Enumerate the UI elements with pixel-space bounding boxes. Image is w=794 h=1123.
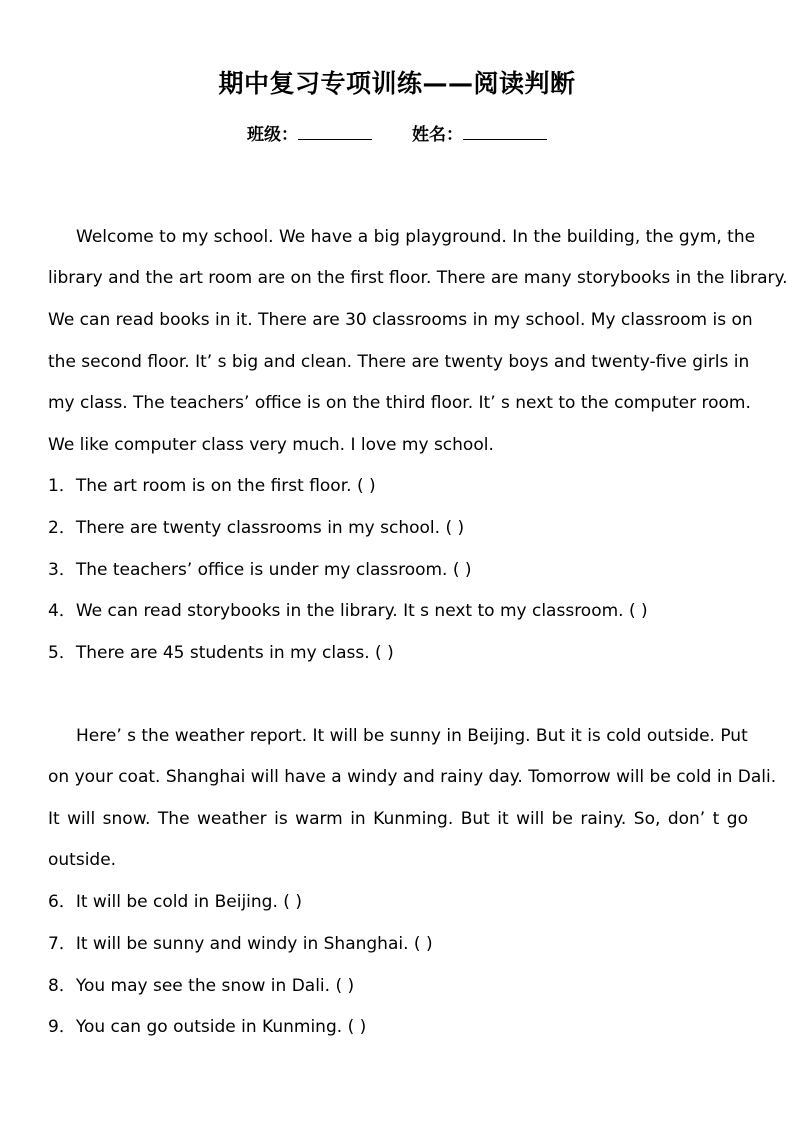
passage1-line: We can read books in it. There are 30 classrooms in my school. My classroom is on bbox=[48, 310, 753, 330]
answer-blank[interactable]: ( ) bbox=[347, 1017, 367, 1037]
question-text: We can read storybooks in the library. It s next to my classroom. bbox=[75, 601, 624, 621]
student-info-row bbox=[0, 120, 794, 145]
question-number: 4． bbox=[48, 601, 76, 621]
question-number: 1． bbox=[48, 476, 76, 496]
answer-blank[interactable]: ( ) bbox=[452, 560, 472, 580]
passage1-line: Welcome to my school. We have a big playground. In the building, the gym, the bbox=[76, 227, 756, 247]
passage2-line: Here’ s the weather report. It will be sunny in Beijing. But it is cold outside. Put bbox=[76, 726, 748, 746]
question-item bbox=[48, 643, 394, 663]
name-label: 姓名： bbox=[411, 125, 463, 145]
question-text: There are twenty classrooms in my school. bbox=[75, 518, 441, 538]
answer-blank[interactable]: ( ) bbox=[356, 476, 376, 496]
passage1-line: We like computer class very much. I love my school. bbox=[48, 435, 494, 455]
passage1-line: the second floor. It’ s big and clean. There are twenty boys and twenty-five girls in bbox=[48, 352, 750, 372]
question-text: It will be cold in Beijing. bbox=[75, 892, 278, 912]
passage2-line: It will snow. The weather is warm in Kunming. But it will be rainy. So, don’ t go bbox=[48, 809, 748, 829]
passage2-line: on your coat. Shanghai will have a windy and rainy day. Tomorrow will be cold in Dali. bbox=[48, 767, 777, 787]
question-text: You may see the snow in Dali. bbox=[75, 976, 331, 996]
question-item bbox=[48, 560, 472, 580]
passage1-line: my class. The teachers’ office is on the third floor. It’ s next to the computer room. bbox=[48, 393, 751, 413]
question-item bbox=[48, 1017, 366, 1037]
name-blank[interactable] bbox=[463, 121, 547, 140]
class-label: 班级： bbox=[247, 125, 299, 145]
question-number: 7． bbox=[48, 934, 76, 954]
answer-blank[interactable]: ( ) bbox=[335, 976, 355, 996]
question-number: 9． bbox=[48, 1017, 76, 1037]
answer-blank[interactable]: ( ) bbox=[445, 518, 465, 538]
question-text: It will be sunny and windy in Shanghai. bbox=[75, 934, 409, 954]
question-item bbox=[48, 601, 648, 621]
class-blank[interactable] bbox=[298, 121, 372, 140]
question-text: There are 45 students in my class. bbox=[75, 643, 370, 663]
answer-blank[interactable]: ( ) bbox=[375, 643, 394, 663]
answer-blank[interactable]: ( ) bbox=[283, 892, 302, 912]
question-item bbox=[48, 518, 464, 538]
question-number: 3． bbox=[48, 560, 76, 580]
question-text: The art room is on the first floor. bbox=[75, 476, 352, 496]
page-title: 期中复习专项训练——阅读判断 bbox=[218, 69, 576, 98]
question-number: 2． bbox=[48, 518, 76, 538]
question-text: You can go outside in Kunming. bbox=[75, 1017, 343, 1037]
passage2-line: outside. bbox=[48, 850, 117, 870]
question-item bbox=[48, 934, 433, 954]
passage1-line: library and the art room are on the first floor. There are many storybooks in the library. bbox=[48, 268, 788, 288]
question-number: 6． bbox=[48, 892, 76, 912]
question-number: 5． bbox=[48, 643, 76, 663]
answer-blank[interactable]: ( ) bbox=[628, 601, 648, 621]
question-item bbox=[48, 976, 354, 996]
question-item bbox=[48, 892, 302, 912]
question-item bbox=[48, 476, 376, 496]
answer-blank[interactable]: ( ) bbox=[413, 934, 433, 954]
question-text: The teachers’ office is under my classroom. bbox=[75, 560, 448, 580]
question-number: 8． bbox=[48, 976, 76, 996]
